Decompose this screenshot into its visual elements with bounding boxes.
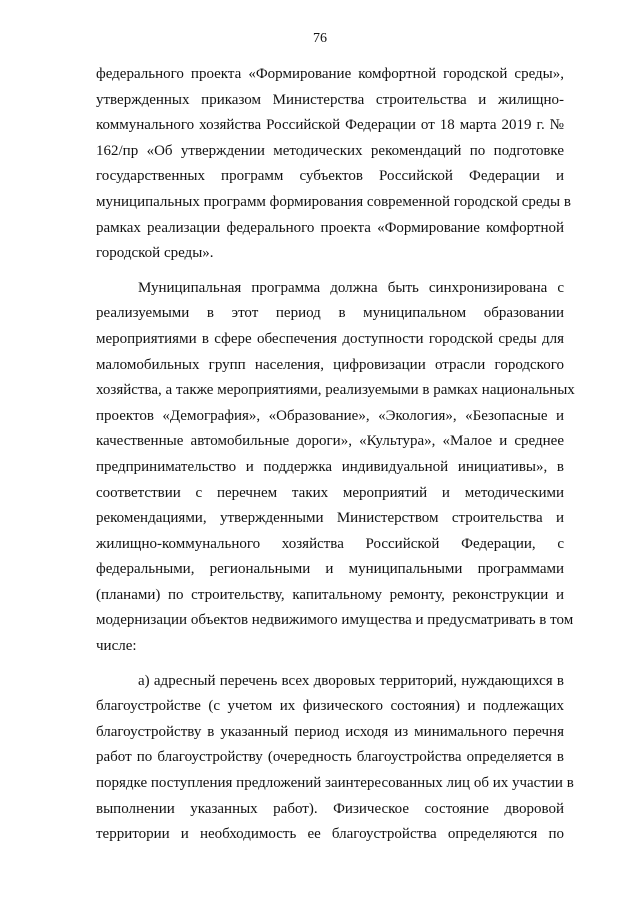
text-line: коммунального хозяйства Российской Федерации от 18 марта 2019 г. №	[96, 117, 564, 134]
text-line: государственных программ субъектов Российской Федерации и	[96, 168, 564, 185]
text-line: соответствии с перечнем таких мероприятий и методическими	[96, 484, 564, 501]
text-line: жилищно-коммунального хозяйства Российской Федерации, с	[96, 535, 564, 552]
text-line: модернизации объектов недвижимого имущества и предусматривать в том	[96, 612, 574, 629]
text-line: благоустройству в указанный период исходя из минимального перечня	[96, 723, 564, 740]
text-line: выполнении указанных работ). Физическое состояние дворовой	[96, 800, 564, 817]
text-line: рамках реализации федерального проекта «Формирование комфортной	[96, 219, 564, 236]
text-line: федеральными, региональными и муниципальными программами	[96, 561, 564, 578]
text-line: (планами) по строительству, капитальному ремонту, реконструкции и	[96, 586, 564, 603]
text-line: утвержденных приказом Министерства строительства и жилищно-	[96, 91, 564, 108]
text-line: а) адресный перечень всех дворовых территорий, нуждающихся в	[138, 672, 564, 689]
text-line: хозяйства, а также мероприятиями, реализуемыми в рамках национальных	[96, 382, 575, 399]
paragraph-municipal-program	[96, 276, 575, 660]
text-line: порядке поступления предложений заинтересованных лиц об их участии в	[96, 775, 574, 792]
text-line: федерального проекта «Формирование комфортной городской среды»,	[96, 66, 564, 82]
text-line: рекомендациями, утвержденными Министерством строительства и	[96, 510, 564, 527]
document-body	[96, 62, 575, 857]
text-line: территории и необходимость ее благоустройства определяются по	[96, 826, 564, 843]
text-line: мероприятиями в сфере обеспечения доступности городской среды для	[96, 330, 564, 347]
text-line: проектов «Демография», «Образование», «Экология», «Безопасные и	[96, 407, 564, 424]
paragraph-item-a	[96, 669, 574, 848]
text-line: предпринимательство и поддержка индивидуальной инициативы», в	[96, 458, 564, 475]
text-line: качественные автомобильные дороги», «Культура», «Малое и среднее	[96, 433, 564, 450]
text-line: муниципальных программ формирования современной городской среды в	[96, 193, 571, 210]
text-line: работ по благоустройству (очередность благоустройства определяется в	[96, 749, 564, 766]
text-line: благоустройстве (с учетом их физического состояния) и подлежащих	[96, 698, 564, 715]
text-line: 162/пр «Об утверждении методических рекомендаций по подготовке	[96, 142, 564, 159]
text-line: реализуемыми в этот период в муниципальном образовании	[96, 305, 564, 322]
text-line: маломобильных групп населения, цифровизации отрасли городского	[96, 356, 564, 373]
text-line: Муниципальная программа должна быть синхронизирована с	[138, 279, 564, 296]
text-line: числе:	[96, 638, 137, 655]
paragraph-continuation	[96, 62, 571, 267]
page-number: 76	[313, 31, 327, 46]
text-line: городской среды».	[96, 245, 214, 262]
